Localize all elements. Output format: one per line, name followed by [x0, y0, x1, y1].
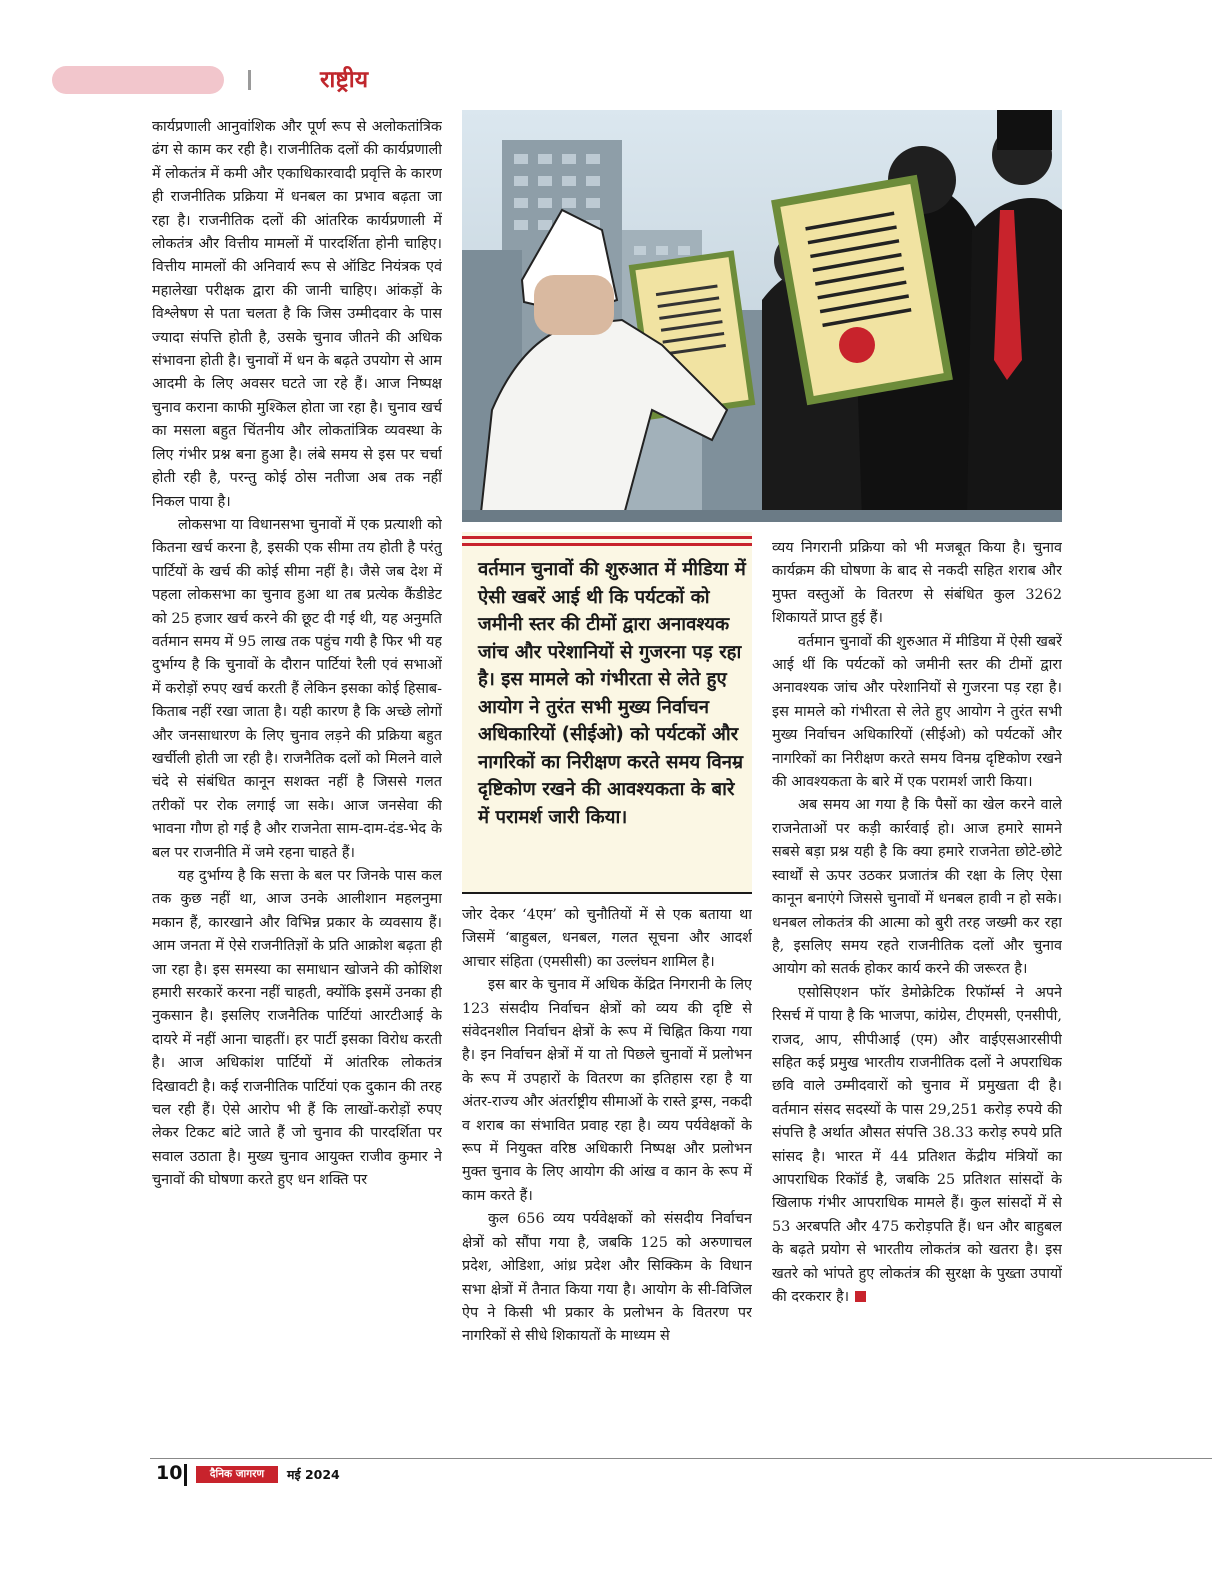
article-column-3: [772, 537, 1062, 1444]
paragraph: इस बार के चुनाव में अधिक केंद्रित निगरानी के लिए 123 संसदीय निर्वाचन क्षेत्रों को व्यय की दृष्टि से संवेदनशील निर्वाचन क्षेत्रों के रूप में चिह्नित किया गया है। इन निर्वाचन क्षेत्रों में या तो पिछले चुनावों में प्रलोभन के रूप में उपहारों के वितरण का इतिहास रहा है या अंतर-राज्य और अंतर्राष्ट्रीय सीमाओं के रास्ते ड्रग्स, नकदी व शराब का संभावित प्रवाह रहा है। व्यय पर्यवेक्षकों के रूप में नियुक्त वरिष्ठ अधिकारी निष्पक्ष और प्रलोभन मुक्त चुनाव के लिए आयोग की आंख व कान के रूप में काम करते हैं।: [462, 977, 752, 1204]
end-of-article-marker: [855, 1291, 866, 1302]
paragraph: जोर देकर ‘4एम’ को चुनौतियों में से एक बताया था जिसमें ‘बाहुबल, धनबल, गलत सूचना और आदर्श आचार संहिता (एमसीसी) का उल्लंघन शामिल है।: [462, 907, 752, 970]
paragraph: व्यय निगरानी प्रक्रिया को भी मजबूत किया है। चुनाव कार्यक्रम की घोषणा के बाद से नकदी सहित शराब और मुफ्त वस्तुओं के वितरण से संबंधित कुल 3262 शिकायतें प्राप्त हुई हैं।: [772, 540, 1062, 627]
quote-rule-bottom: [462, 892, 752, 894]
paragraph: अब समय आ गया है कि पैसों का खेल करने वाले राजनेताओं पर कड़ी कार्रवाई हो। आज हमारे सामने सबसे बड़ा प्रश्न यही है कि क्या हमारे राजनेता छोटे-छोटे स्वार्थों से ऊपर उठकर प्रजातंत्र की रक्षा के लिए ऐसा कानून बनाएंगे जिससे चुनावों में धनबल हावी न हो सके। धनबल लोकतंत्र की आत्मा को बुरी तरह जख्मी कर रहा है, इसलिए समय रहते राजनीतिक दलों और चुनाव आयोग को सतर्क होकर कार्य करने की जरूरत है।: [772, 797, 1062, 978]
paragraph-final: [772, 982, 1062, 1310]
page-number: 10: [156, 1462, 183, 1484]
paragraph: वर्तमान चुनावों की शुरुआत में मीडिया में ऐसी खबरें आई थीं कि पर्यटकों को जमीनी स्तर की टीमों द्वारा अनावश्यक जांच और परेशानियों से गुजरना पड़ रहा है। इस मामले को गंभीरता से लेते हुए आयोग ने तुरंत सभी मुख्य निर्वाचन अधिकारियों (सीईओ) को पर्यटकों और नागरिकों का निरीक्षण करते समय विनम्र दृष्टिकोण रखने की आवश्यकता के बारे में एक परामर्श जारी किया।: [772, 633, 1062, 791]
paragraph: यह दुर्भाग्य है कि सत्ता के बल पर जिनके पास कल तक कुछ नहीं था, आज उनके आलीशान महलनुमा मकान हैं, कारखाने और विभिन्न प्रकार के व्यवसाय हैं। आम जनता में ऐसे राजनीतिज्ञों के प्रति आक्रोश बढ़ता ही जा रहा है। इस समस्या का समाधान खोजने की कोशिश हमारी सरकारें करना नहीं चाहती, क्योंकि इसमें उनका ही नुकसान है। इसलिए राजनैतिक पार्टियां आरटीआई के दायरे में नहीं आना चाहतीं। हर पार्टी इसका विरोध करती है। आज अधिकांश पार्टियों में आंतरिक लोकतंत्र दिखावटी है। कई राजनीतिक पार्टियां एक दुकान की तरह चल रही हैं। ऐसे आरोप भी हैं कि लाखों-करोड़ों रुपए लेकर टिकट बांटे जाते हैं जो चुनाव की पारदर्शिता पर सवाल उठाता है। मुख्य चुनाव आयुक्त राजीव कुमार ने चुनावों की घोषणा करते हुए धन शक्ति पर: [152, 868, 442, 1189]
paragraph: लोकसभा या विधानसभा चुनावों में एक प्रत्याशी को कितना खर्च करना है, इसकी एक सीमा तय होती है परंतु पार्टियों के खर्च की कोई सीमा नहीं है। जैसे जब देश में पहला लोकसभा का चुनाव हुआ था तब प्रत्येक कैंडीडेट को 25 हजार खर्च करने की छूट दी गई थी, यह अनुमति वर्तमान समय में 95 लाख तक पहुंच गयी है फिर भी यह दुर्भाग्य है कि चुनावों के दौरान पार्टियां रैली एवं सभाओं में करोड़ों रुपए खर्च करती हैं लेकिन इसका कोई हिसाब-किताब नहीं रखा जाता है। यही कारण है कि अच्छे लोगों और जनसाधारण के लिए चुनाव लड़ने की प्रक्रिया बहुत खर्चीली होती जा रही है। राजनैतिक दलों को मिलने वाले चंदे से संबंधित कानून सशक्त नहीं है जिससे गलत तरीकों पर रोक लगाई जा सके। आज जनसेवा की भावना गौण हो गई है और राजनेता साम-दाम-दंड-भेद के बल पर राजनीति में जमे रहना चाहते हैं।: [152, 516, 442, 861]
pull-quote: [462, 532, 752, 894]
section-title: राष्ट्रीय: [320, 67, 369, 93]
header-divider: [248, 70, 251, 90]
footer-rule: [150, 1458, 1212, 1459]
pull-quote-text: वर्तमान चुनावों की शुरुआत में मीडिया में ऐसी खबरें आई थी कि पर्यटकों को जमीनी स्तर की टीमों द्वारा अनावश्यक जांच और परेशानियों से गुजरना पड़ रहा है। इस मामले को गंभीरता से लेते हुए आयोग ने तुरंत सभी मुख्य निर्वाचन अधिकारियों (सीईओ) को पर्यटकों और नागरिकों का निरीक्षण करते समय विनम्र दृष्टिकोण रखने की आवश्यकता के बारे में परामर्श जारी किया।: [478, 559, 746, 828]
section-tag-pill: [52, 66, 224, 94]
quote-rule-top: [462, 536, 752, 539]
article-column-2: [462, 904, 752, 1444]
quote-rule-second: [462, 543, 752, 546]
paragraph: कुल 656 व्यय पर्यवेक्षकों को संसदीय निर्वाचन क्षेत्रों को सौंपा गया है, जबकि 125 को अरुणाचल प्रदेश, ओडिशा, आंध्र प्रदेश और सिक्किम के विधान सभा क्षेत्रों में तैनात किया गया है। आयोग के सी-विजिल ऐप ने किसी भी प्रकार के प्रलोभन के वितरण पर नागरिकों से सीधे शिकायतों के माध्यम से: [462, 1211, 752, 1345]
paragraph-final-text: एसोसिएशन फॉर डेमोक्रेटिक रिफॉर्म्स ने अपने रिसर्च में पाया है कि भाजपा, कांग्रेस, टीएमसी, एनसीपी, राजद, आप, सीपीआई (एम) और वाईएसआरसीपी सहित कई प्रमुख भारतीय राजनीतिक दलों ने अपराधिक छवि वाले उम्मीदवारों को चुनाव में प्रमुखता दी है। वर्तमान संसद सदस्यों के पास 29,251 करोड़ रुपये की संपत्ति है अर्थात औसत संपत्ति 38.33 करोड़ रुपये प्रति सांसद है। भारत में 44 प्रतिशत केंद्रीय मंत्रियों का आपराधिक रिकॉर्ड है, जबकि 25 प्रतिशत सांसदों के खिलाफ गंभीर आपराधिक मामले हैं। कुल सांसदों में से 53 अरबपति और 475 करोड़पति हैं। धन और बाहुबल के बढ़ते प्रयोग से भारतीय लोकतंत्र को खतरा है। इस खतरे को भांपते हुए लोकतंत्र की सुरक्षा के पुख्ता उपायों की दरकरार है।: [772, 984, 1062, 1305]
issue-date: मई 2024: [287, 1467, 340, 1482]
paragraph: कार्यप्रणाली आनुवांशिक और पूर्ण रूप से अलोकतांत्रिक ढंग से काम कर रही है। राजनीतिक दलों की कार्यप्रणाली में लोकतंत्र में कमी और एकाधिकारवादी प्रवृत्ति के कारण ही राजनीतिक प्रक्रिया में धनबल का प्रभाव बढ़ता जा रहा है। राजनीतिक दलों की आंतरिक कार्यप्रणाली में लोकतंत्र और वित्तीय मामलों में पारदर्शिता होनी चाहिए। वित्तीय मामलों की अनिवार्य रूप से ऑडिट नियंत्रक एवं महालेखा परीक्षक द्वारा की जानी चाहिए। आंकड़ों के विश्लेषण से पता चलता है कि जिस उम्मीदवार के पास ज्यादा संपत्ति होती है, उसके चुनाव जीतने की अधिक संभावना होती है। चुनावों में धन के बढ़ते उपयोग से आम आदमी के लिए अवसर घटते जा रहे हैं। आज निष्पक्ष चुनाव कराना काफी मुश्किल होता जा रहा है। चुनाव खर्च का मसला बहुत चिंतनीय और लोकतांत्रिक व्यवस्था के लिए गंभीर प्रश्न बना हुआ है। लंबे समय से इस पर चर्चा होती रही है, परन्तु कोई ठोस नतीजा अब तक नहीं निकल पाया है।: [152, 119, 442, 510]
article-illustration: [462, 110, 1062, 522]
article-column-1: [152, 116, 442, 1444]
footer-divider: [184, 1464, 187, 1486]
magazine-logo: दैनिक जागरण: [196, 1466, 278, 1483]
